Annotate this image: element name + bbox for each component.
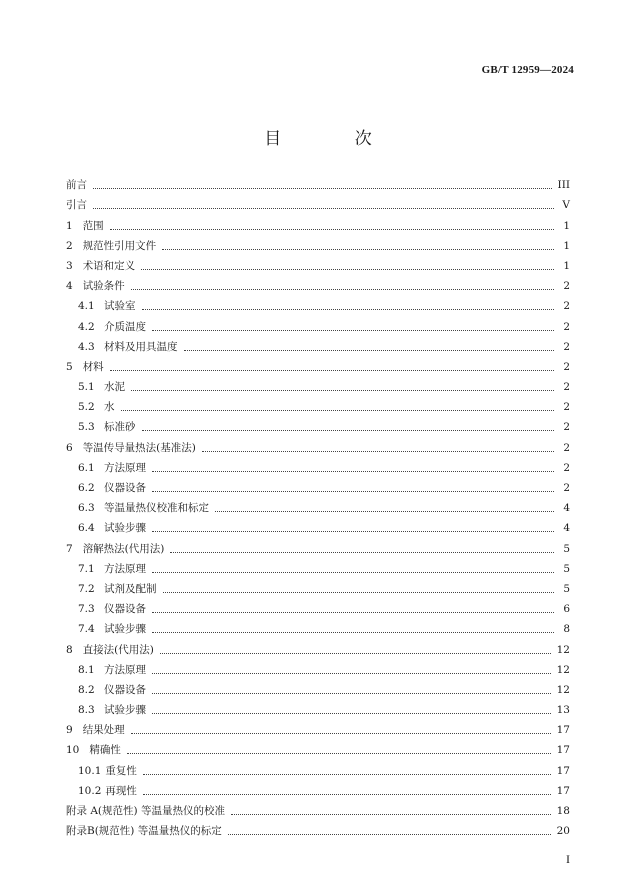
toc-entry-page: 2 xyxy=(563,300,570,313)
dot-leader xyxy=(215,511,554,512)
toc-entry[interactable] xyxy=(66,515,570,535)
toc-entry-label: 仪器设备 xyxy=(104,482,146,494)
toc-entry[interactable] xyxy=(66,394,570,414)
toc-entry-number: 10.2 xyxy=(78,784,102,797)
toc-entry-label: 水 xyxy=(104,401,115,414)
toc-entry[interactable] xyxy=(66,475,570,495)
toc-entry-page: 4 xyxy=(563,502,570,515)
toc-entry-number: 7 xyxy=(66,542,73,555)
dot-leader xyxy=(143,774,551,775)
toc-entry-page: 4 xyxy=(563,522,570,535)
toc-entry-label: 介质温度 xyxy=(104,320,146,333)
toc-entry-number: 2 xyxy=(66,239,73,252)
toc-entry-label: 材料及用具温度 xyxy=(104,340,178,353)
toc-entry-label: 附录B(规范性) 等温量热仪的标定 xyxy=(66,825,222,838)
toc-entry-page: 20 xyxy=(556,825,570,838)
toc-entry-label: 标准砂 xyxy=(104,421,136,434)
toc-entry-number: 6.2 xyxy=(78,482,95,494)
toc-entry-number: 4.1 xyxy=(78,300,95,313)
toc-entry[interactable] xyxy=(66,172,570,192)
toc-entry-label: 试剂及配制 xyxy=(104,582,157,595)
toc-entry-number: 4.3 xyxy=(78,340,95,353)
toc-entry-page: 2 xyxy=(563,320,570,333)
dot-leader xyxy=(152,491,554,492)
toc-entry-number: 8.3 xyxy=(78,704,95,717)
toc-entry[interactable] xyxy=(66,212,570,232)
toc-entry[interactable] xyxy=(66,313,570,333)
toc-entry-label: 术语和定义 xyxy=(82,259,136,272)
toc-entry[interactable] xyxy=(66,293,570,313)
toc-entry-page: 8 xyxy=(563,623,570,636)
table-of-contents xyxy=(66,172,570,838)
toc-entry-page: 2 xyxy=(563,441,570,454)
toc-entry-number: 6.1 xyxy=(78,461,95,474)
dot-leader xyxy=(131,733,551,734)
dot-leader xyxy=(127,753,551,754)
dot-leader xyxy=(184,350,555,351)
toc-entry-page: 13 xyxy=(556,704,570,717)
toc-entry[interactable] xyxy=(66,576,570,596)
toc-entry-page: III xyxy=(557,179,570,192)
toc-entry-page: 2 xyxy=(563,360,570,373)
toc-entry-number: 6 xyxy=(66,441,73,454)
toc-entry-page: 1 xyxy=(563,259,570,272)
toc-entry[interactable] xyxy=(66,334,570,354)
toc-entry[interactable] xyxy=(66,192,570,212)
dot-leader xyxy=(152,330,554,331)
toc-entry[interactable] xyxy=(66,414,570,434)
dot-leader xyxy=(231,814,551,815)
toc-entry-label: 水泥 xyxy=(104,381,125,394)
toc-entry-label: 方法原理 xyxy=(104,663,146,676)
toc-entry-page: 5 xyxy=(563,542,570,555)
dot-leader xyxy=(142,309,555,310)
toc-entry[interactable] xyxy=(66,717,570,737)
toc-entry-number: 7.4 xyxy=(78,623,95,636)
toc-entry-page: 2 xyxy=(563,340,570,353)
toc-entry[interactable] xyxy=(66,495,570,515)
toc-entry-number: 3 xyxy=(66,259,73,272)
toc-entry-page: 2 xyxy=(563,401,570,414)
toc-entry-number: 10.1 xyxy=(78,764,102,777)
toc-entry-label: 再现性 xyxy=(105,784,137,797)
toc-entry-label: 试验室 xyxy=(104,300,136,313)
toc-entry-page: 12 xyxy=(556,683,570,696)
toc-entry[interactable] xyxy=(66,596,570,616)
toc-entry-label: 等温传导量热法(基准法) xyxy=(82,441,196,454)
dot-leader xyxy=(93,188,552,189)
dot-leader xyxy=(110,229,554,230)
toc-entry-label: 等温量热仪校准和标定 xyxy=(104,502,209,515)
dot-leader xyxy=(152,693,551,694)
toc-entry-number: 7.1 xyxy=(78,562,95,575)
toc-entry-label: 仪器设备 xyxy=(104,603,146,616)
toc-entry-number: 5.2 xyxy=(78,401,95,414)
toc-entry-number: 6.3 xyxy=(78,502,95,515)
toc-entry-label: 方法原理 xyxy=(104,562,146,575)
toc-entry-number: 4.2 xyxy=(78,320,95,333)
dot-leader xyxy=(141,269,554,270)
toc-entry[interactable] xyxy=(66,798,570,818)
toc-entry[interactable] xyxy=(66,233,570,253)
toc-entry-page: 2 xyxy=(563,280,570,293)
dot-leader xyxy=(110,370,554,371)
toc-entry[interactable] xyxy=(66,697,570,717)
toc-entry[interactable] xyxy=(66,657,570,677)
dot-leader xyxy=(152,673,551,674)
dot-leader xyxy=(170,552,554,553)
toc-entry-label: 试验步骤 xyxy=(104,522,146,535)
dot-leader xyxy=(152,572,554,573)
toc-entry-label: 结果处理 xyxy=(82,724,125,737)
standard-number: GB/T 12959—2024 xyxy=(481,64,574,76)
toc-entry[interactable] xyxy=(66,737,570,757)
toc-entry[interactable] xyxy=(66,354,570,374)
toc-entry[interactable] xyxy=(66,616,570,636)
dot-leader xyxy=(131,289,554,290)
toc-entry-label: 方法原理 xyxy=(104,461,146,474)
dot-leader xyxy=(152,632,554,633)
toc-entry-number: 5.3 xyxy=(78,421,95,434)
toc-entry[interactable] xyxy=(66,273,570,293)
toc-entry-number: 8 xyxy=(66,643,73,656)
toc-entry-number: 8.1 xyxy=(78,663,95,676)
toc-entry-page: 2 xyxy=(563,421,570,434)
toc-entry[interactable] xyxy=(66,253,570,273)
toc-entry[interactable] xyxy=(66,757,570,777)
toc-entry-page: 1 xyxy=(563,219,570,232)
toc-entry-page: 2 xyxy=(563,482,570,494)
toc-entry-number: 7.2 xyxy=(78,582,95,595)
toc-entry-page: 2 xyxy=(563,461,570,474)
toc-entry-label: 试验步骤 xyxy=(104,623,146,636)
toc-entry[interactable] xyxy=(66,818,570,838)
toc-entry-page: 2 xyxy=(563,381,570,394)
toc-entry-number: 5.1 xyxy=(78,381,95,394)
toc-entry-page: 1 xyxy=(563,239,570,252)
toc-entry-page: 12 xyxy=(556,663,570,676)
toc-entry-page: 5 xyxy=(563,582,570,595)
toc-entry[interactable] xyxy=(66,677,570,697)
toc-entry-page: 12 xyxy=(556,643,570,656)
toc-entry-number: 6.4 xyxy=(78,522,95,535)
toc-entry-page: 18 xyxy=(556,805,570,817)
toc-entry[interactable] xyxy=(66,556,570,576)
toc-entry-number: 1 xyxy=(66,219,73,232)
dot-leader xyxy=(162,249,554,250)
toc-entry-number: 10 xyxy=(66,744,80,757)
dot-leader xyxy=(152,531,554,532)
dot-leader xyxy=(152,612,554,613)
toc-entry-label: 引言 xyxy=(66,199,87,212)
toc-entry-label: 范围 xyxy=(82,219,104,232)
toc-entry[interactable] xyxy=(66,535,570,555)
toc-entry-page: V xyxy=(562,199,570,212)
toc-entry-number: 8.2 xyxy=(78,683,95,696)
toc-entry-label: 直接法(代用法) xyxy=(82,643,154,656)
dot-leader xyxy=(93,208,554,209)
toc-entry-number: 9 xyxy=(66,724,73,737)
dot-leader xyxy=(121,410,555,411)
toc-entry-page: 17 xyxy=(556,784,570,797)
dot-leader xyxy=(202,451,554,452)
dot-leader xyxy=(131,390,554,391)
toc-entry-number: 5 xyxy=(66,360,73,373)
dot-leader xyxy=(228,834,551,835)
toc-entry[interactable] xyxy=(66,455,570,475)
toc-entry-number: 4 xyxy=(66,280,73,293)
toc-entry-label: 仪器设备 xyxy=(104,683,146,696)
toc-entry-label: 附录 A(规范性) 等温量热仪的校准 xyxy=(66,805,225,817)
toc-entry-label: 规范性引用文件 xyxy=(82,239,157,252)
page-number: I xyxy=(566,852,570,866)
toc-entry-label: 精确性 xyxy=(89,744,121,757)
dot-leader xyxy=(142,430,555,431)
toc-entry-label: 前言 xyxy=(66,179,87,192)
dot-leader xyxy=(152,471,554,472)
toc-entry-page: 17 xyxy=(556,724,570,737)
dot-leader xyxy=(163,592,555,593)
dot-leader xyxy=(143,794,551,795)
toc-entry-page: 17 xyxy=(556,744,570,757)
toc-entry[interactable] xyxy=(66,778,570,798)
toc-entry-page: 5 xyxy=(563,562,570,575)
toc-entry-page: 17 xyxy=(556,764,570,777)
toc-entry-label: 溶解热法(代用法) xyxy=(82,542,165,555)
toc-entry-label: 重复性 xyxy=(105,764,137,777)
toc-entry-label: 材料 xyxy=(82,360,104,373)
toc-entry-label: 试验条件 xyxy=(82,280,125,293)
toc-entry[interactable] xyxy=(66,434,570,454)
toc-title: 目 次 xyxy=(264,129,406,149)
toc-entry-label: 试验步骤 xyxy=(104,704,146,717)
toc-entry[interactable] xyxy=(66,636,570,656)
dot-leader xyxy=(152,713,551,714)
toc-entry-page: 6 xyxy=(563,603,570,616)
toc-entry-number: 7.3 xyxy=(78,603,95,616)
dot-leader xyxy=(160,653,551,654)
toc-entry[interactable] xyxy=(66,374,570,394)
